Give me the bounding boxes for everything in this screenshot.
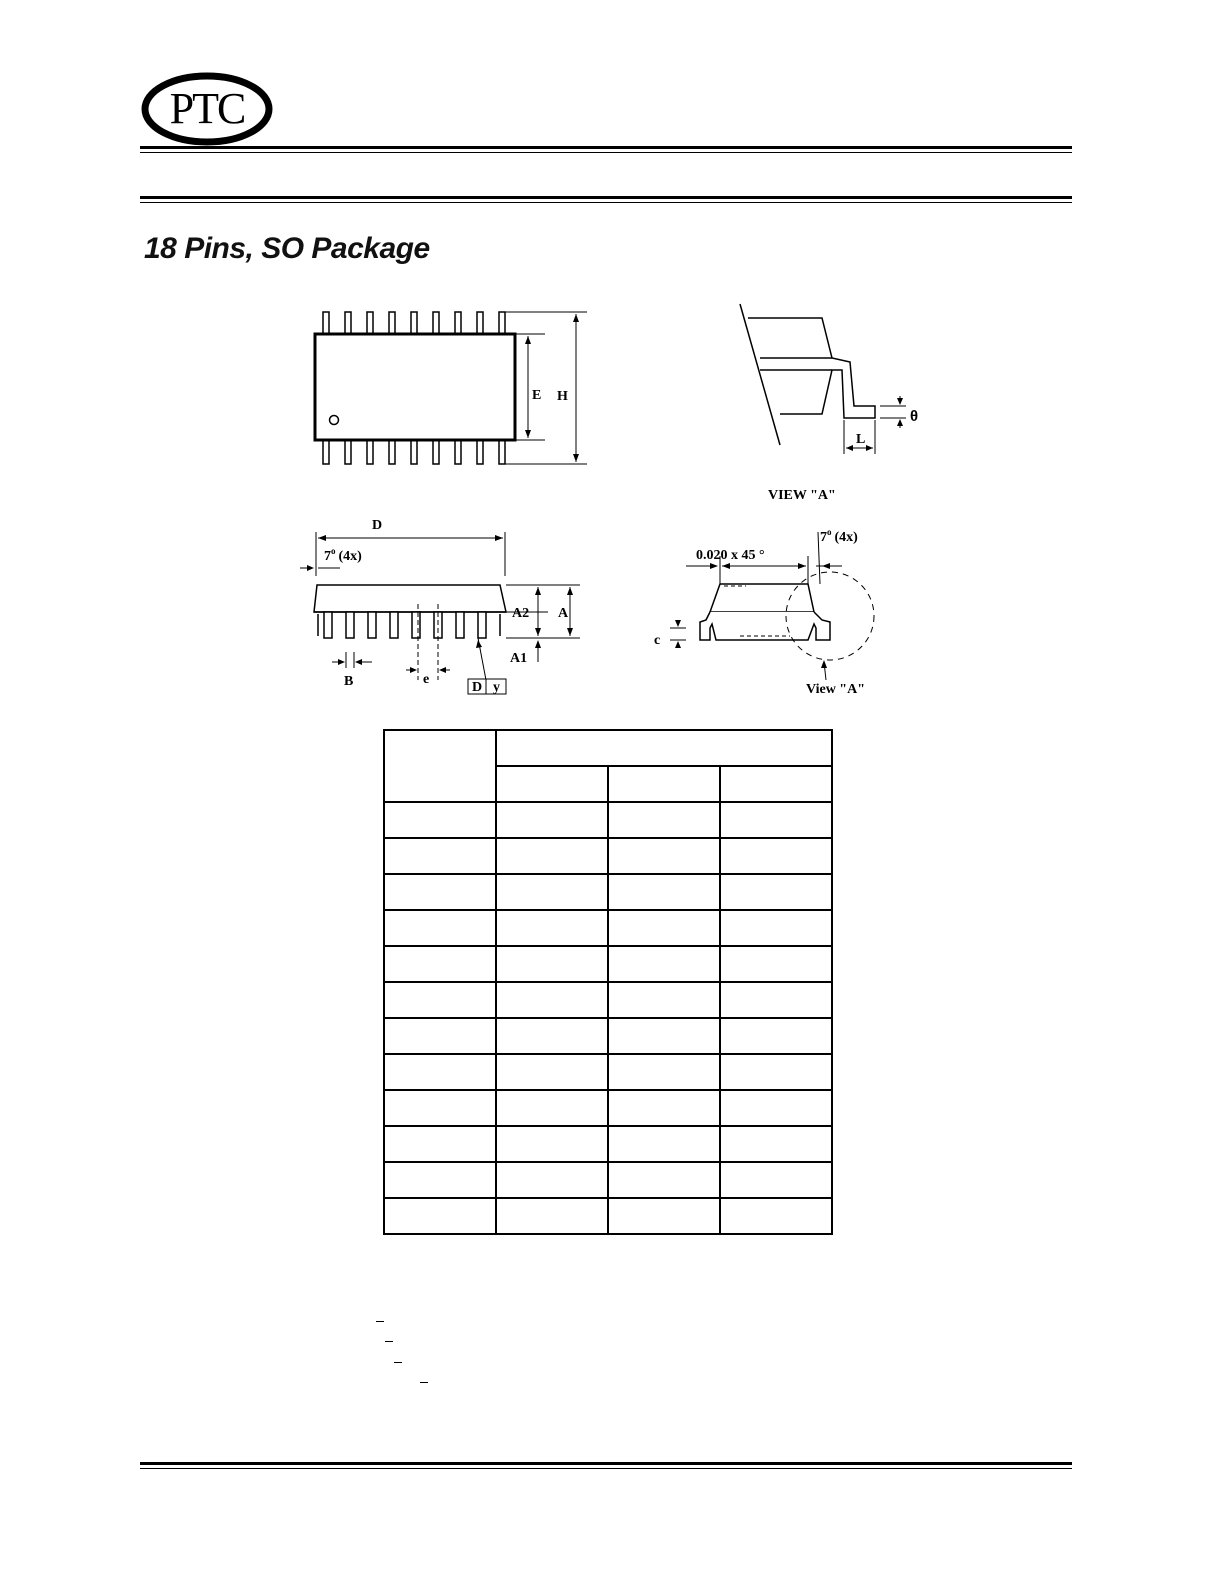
table-cell	[720, 1018, 832, 1054]
table-cell	[608, 982, 720, 1018]
side-view-drawing	[288, 510, 588, 700]
table-cell	[496, 1090, 608, 1126]
table-cell	[720, 838, 832, 874]
table-cell	[496, 1198, 608, 1234]
end-view-caption: View "A"	[806, 682, 865, 697]
header-rule-thin	[140, 152, 1072, 153]
table-cell	[496, 1054, 608, 1090]
header-rule-thick	[140, 146, 1072, 149]
table-cell	[720, 1054, 832, 1090]
section-rule-thick	[140, 196, 1072, 199]
side-pins	[324, 612, 486, 638]
table-row	[384, 946, 832, 982]
note-mark	[420, 1382, 428, 1383]
table-cell	[720, 1162, 832, 1198]
table-cell	[720, 802, 832, 838]
table-row	[384, 982, 832, 1018]
label-D: D	[372, 518, 383, 533]
footer-rule-thin	[140, 1468, 1072, 1469]
table-cell	[608, 910, 720, 946]
table-cell	[384, 1018, 496, 1054]
table-cell	[608, 1090, 720, 1126]
table-row	[384, 1090, 832, 1126]
view-a-caption: VIEW "A"	[768, 488, 836, 503]
table-cell	[608, 1126, 720, 1162]
label-A2: A2	[512, 606, 530, 621]
table-cell	[496, 910, 608, 946]
top-pins	[323, 312, 505, 334]
dimension-table	[383, 729, 833, 1235]
table-row	[384, 1198, 832, 1234]
label-L: L	[856, 432, 866, 447]
table-cell	[384, 1162, 496, 1198]
top-view-drawing	[300, 300, 600, 480]
label-y: y	[493, 680, 500, 695]
table-row	[384, 1126, 832, 1162]
table-cell	[384, 802, 496, 838]
table-row	[384, 1162, 832, 1198]
table-cell	[608, 946, 720, 982]
note-mark	[385, 1341, 393, 1342]
ptc-logo	[140, 72, 274, 148]
table-cell	[384, 1090, 496, 1126]
table-cell	[384, 982, 496, 1018]
table-cell	[496, 946, 608, 982]
label-A: A	[558, 606, 569, 621]
table-row	[384, 1018, 832, 1054]
table-row	[384, 802, 832, 838]
bottom-pins	[323, 440, 505, 464]
table-cell	[608, 1018, 720, 1054]
label-chamfer: 0.020 x 45 °	[696, 548, 765, 563]
table-header-min	[496, 766, 608, 802]
label-theta: θ	[910, 408, 919, 425]
table-cell	[496, 838, 608, 874]
note-mark	[394, 1362, 402, 1363]
label-A1: A1	[510, 651, 528, 666]
table-cell	[720, 946, 832, 982]
table-row	[384, 1054, 832, 1090]
table-cell	[720, 1198, 832, 1234]
table-cell	[496, 982, 608, 1018]
table-cell	[720, 1126, 832, 1162]
table-cell	[720, 1090, 832, 1126]
note-mark	[376, 1321, 384, 1322]
table-cell	[384, 1126, 496, 1162]
label-H: H	[557, 389, 568, 404]
table-cell	[384, 1198, 496, 1234]
table-cell	[384, 1054, 496, 1090]
table-header-nom	[608, 766, 720, 802]
table-row	[384, 910, 832, 946]
table-cell	[384, 910, 496, 946]
table-cell	[608, 838, 720, 874]
end-view-drawing	[650, 520, 890, 700]
logo-text: PTC	[169, 84, 245, 133]
table-cell	[496, 1126, 608, 1162]
label-D-box: D	[472, 680, 483, 695]
footer-rule-thick	[140, 1462, 1072, 1465]
section-rule-thin	[140, 202, 1072, 203]
table-cell	[384, 946, 496, 982]
table-cell	[608, 802, 720, 838]
label-E: E	[532, 388, 542, 403]
page-title: 18 Pins, SO Package	[144, 232, 430, 265]
table-cell	[496, 874, 608, 910]
table-cell	[384, 874, 496, 910]
table-cell	[496, 1162, 608, 1198]
table-cell	[720, 910, 832, 946]
table-cell	[720, 982, 832, 1018]
table-cell	[608, 1054, 720, 1090]
label-side-angle: 7$^o$ (4x)	[324, 546, 362, 564]
table-cell	[720, 874, 832, 910]
table-header-max	[720, 766, 832, 802]
table-cell	[608, 1198, 720, 1234]
table-row	[384, 838, 832, 874]
label-B: B	[344, 674, 354, 689]
table-row	[384, 874, 832, 910]
table-header-dimensions	[496, 730, 832, 766]
label-end-angle: 7$^o$ (4x)	[820, 527, 858, 545]
view-a-drawing	[730, 300, 930, 505]
table-cell	[608, 874, 720, 910]
table-header-symbol	[384, 730, 496, 802]
label-c: c	[654, 633, 661, 648]
table-cell	[608, 1162, 720, 1198]
table-cell	[496, 802, 608, 838]
table-cell	[496, 1018, 608, 1054]
table-cell	[384, 838, 496, 874]
label-e: e	[423, 672, 430, 687]
